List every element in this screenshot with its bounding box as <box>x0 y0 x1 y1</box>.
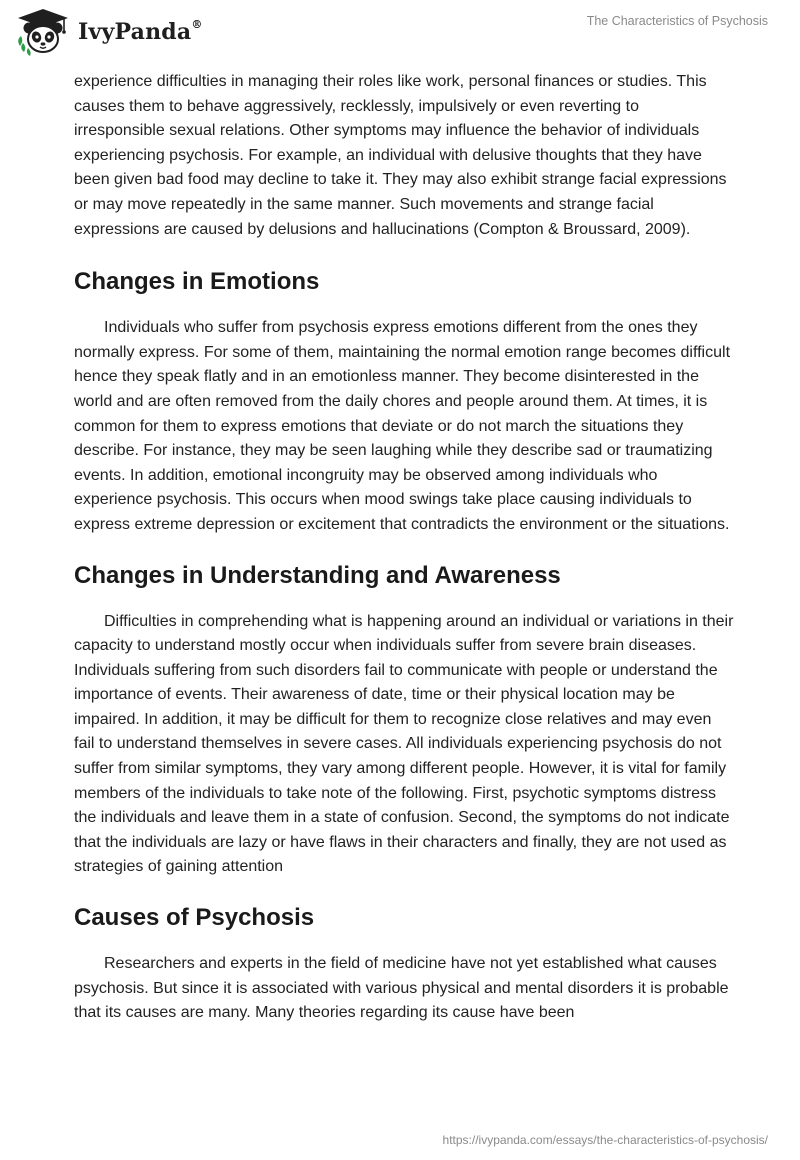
section-heading-understanding: Changes in Understanding and Awareness <box>74 561 561 589</box>
section-heading-causes: Causes of Psychosis <box>74 904 315 932</box>
intro-paragraph: experience difficulties in managing their roles like work, personal finances or studies. This causes them to behave aggressively, recklessly, impulsively or even reverting to irresponsible sexual relations. Other symptoms may influence the behavior of individuals experiencing psychosis. For example, an individual with delusive thoughts that they have been given bad food may decline to take it. They may also exhibit strange facial expressions or may move repeatedly in the same manner. Such movements and strange facial expressions are caused by delusions and hallucinations (Compton & Broussard, 2009). <box>74 73 727 238</box>
brand-logo[interactable] <box>14 6 203 58</box>
document-title: The Characteristics of Psychosis <box>586 14 768 28</box>
section-paragraph-causes: Researchers and experts in the field of medicine have not yet established what causes psychosis. But since it is associated with various physical and mental disorders it is probable that its causes are many. Many theories regarding its cause have been <box>74 955 729 1022</box>
section-paragraph-understanding: Difficulties in comprehending what is happening around an individual or variations in their capacity to understand mostly occur when individuals suffer from severe brain diseases. Individuals suffering from such disorders fail to communicate with people or understand the importance of events. Their awareness of date, time or their physical location may be impaired. In addition, it may be difficult for them to recognize close relatives and may even fail to understand themselves in severe cases. All individuals experiencing psychosis do not suffer from similar symptoms, they vary among different people. However, it is vital for family members of the individuals to take note of the following. First, psychotic symptoms distress the individuals and leave them in a state of confusion. Second, the symptoms do not indicate that the individuals are lazy or have flaws in their characters and finally, they are not used as strategies of gaining attention <box>74 612 734 876</box>
section-paragraph-emotions: Individuals who suffer from psychosis express emotions different from the ones they normally express. For some of them, maintaining the normal emotion range becomes difficult hence they speak flatly and in an emotionless manner. They become disinterested in the world and are often removed from the daily chores and people around them. At times, it is common for them to express emotions that deviate or do not march the situations they describe. For instance, they may be seen laughing while they describe sad or traumatizing events. In addition, emotional incongruity may be observed among individuals who experience psychosis. This occurs when mood swings take place causing individuals to express extreme depression or excitement that contradicts the environment or the situations. <box>74 319 731 533</box>
page-header <box>0 0 800 68</box>
panda-graduation-cap-icon <box>14 6 72 58</box>
registered-mark: ® <box>191 17 203 31</box>
section-heading-emotions: Changes in Emotions <box>74 268 320 296</box>
brand-name: IvyPanda® <box>78 17 203 45</box>
footer-url-link[interactable]: https://ivypanda.com/essays/the-characteristics-of-psychosis/ <box>442 1133 768 1147</box>
article-body <box>74 70 734 1026</box>
